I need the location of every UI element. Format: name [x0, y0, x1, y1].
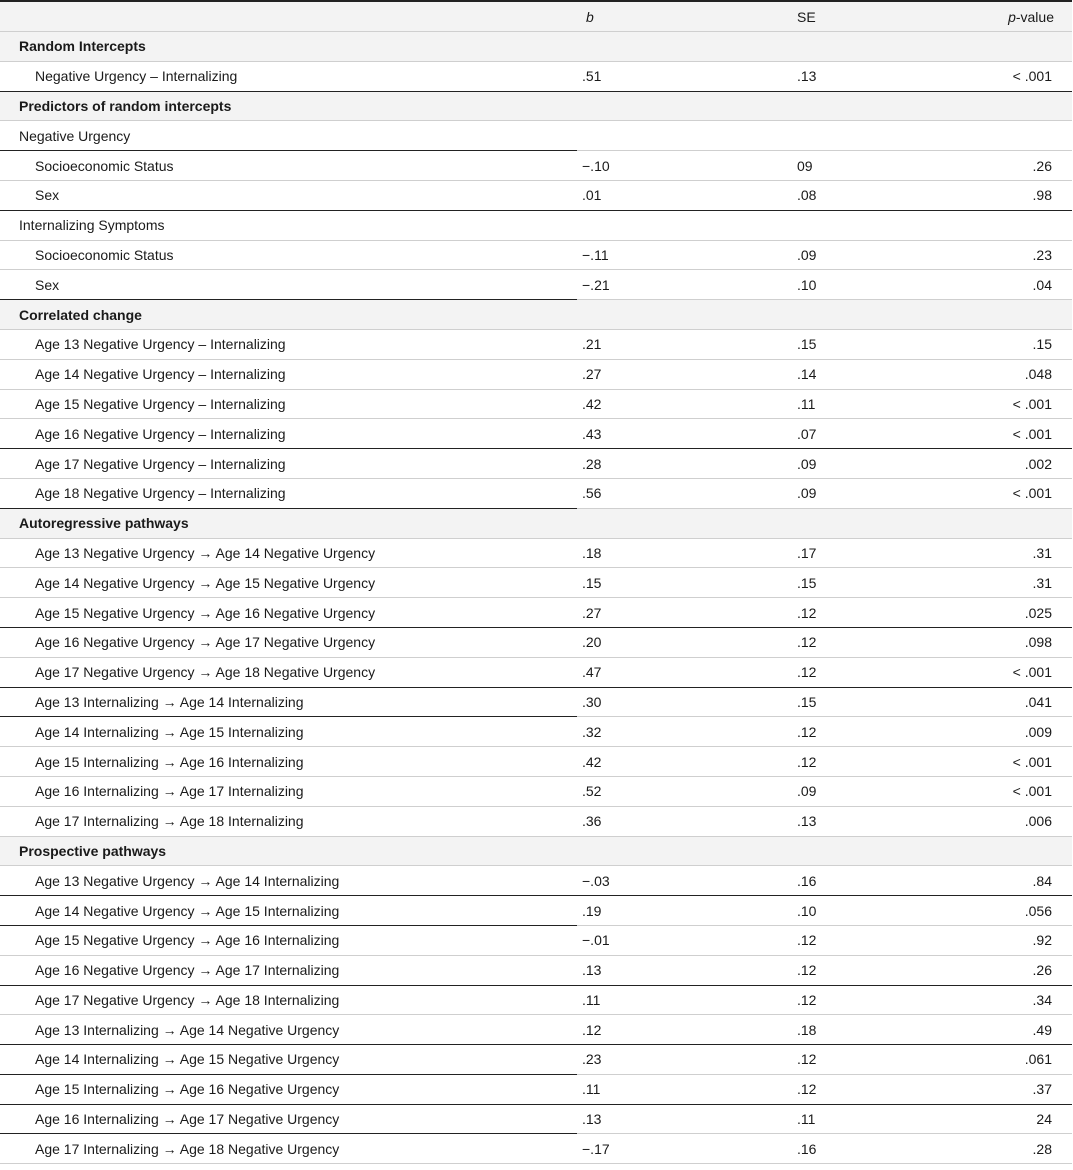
row-label: Age 16 Negative Urgency → Age 17 Negative Urgency — [35, 634, 376, 651]
row-label: Age 14 Internalizing → Age 15 Internalizing — [35, 723, 304, 740]
row-label: Age 18 Negative Urgency – Internalizing — [35, 485, 286, 502]
section-heading-row — [0, 92, 1072, 122]
cell-p-value: .31 — [1032, 544, 1052, 561]
table-row — [0, 390, 1072, 420]
cell-b: .01 — [582, 187, 602, 204]
header-b: b — [586, 8, 594, 25]
cell-se: .16 — [797, 1140, 817, 1157]
cell-p-value: .061 — [1024, 1051, 1052, 1068]
header-p-suffix: -value — [1015, 8, 1054, 25]
row-label: Age 17 Negative Urgency → Age 18 Internalizing — [35, 991, 340, 1008]
row-label: Socioeconomic Status — [35, 246, 174, 263]
table-row — [0, 1134, 1072, 1164]
cell-p-value: .048 — [1024, 366, 1052, 383]
cell-b: .11 — [582, 1081, 601, 1098]
table-row — [0, 688, 1072, 718]
cell-b: −.17 — [582, 1140, 610, 1157]
cell-se: .08 — [797, 187, 817, 204]
table-row — [0, 658, 1072, 688]
table-row — [0, 1075, 1072, 1105]
row-label: Age 16 Internalizing → Age 17 Internalizing — [35, 783, 304, 800]
cell-p-value: .009 — [1024, 723, 1052, 740]
row-label: Sex — [35, 276, 60, 293]
cell-se: .14 — [797, 366, 817, 383]
section-heading-row — [0, 32, 1072, 62]
row-label: Correlated change — [19, 306, 142, 323]
table-row — [0, 1045, 1072, 1075]
cell-b: .23 — [582, 1051, 602, 1068]
cell-p-value: .92 — [1032, 932, 1052, 949]
cell-b: .15 — [582, 574, 602, 591]
cell-se: .12 — [797, 604, 817, 621]
row-label: Age 15 Negative Urgency – Internalizing — [35, 395, 286, 412]
cell-b: .42 — [582, 395, 602, 412]
table-row — [0, 896, 1072, 926]
cell-p-value: .002 — [1024, 455, 1052, 472]
row-label: Age 17 Negative Urgency → Age 18 Negative Urgency — [35, 664, 376, 681]
cell-se: .10 — [797, 276, 817, 293]
row-label: Random Intercepts — [19, 38, 146, 55]
row-label: Negative Urgency – Internalizing — [35, 68, 238, 85]
cell-b: .52 — [582, 783, 602, 800]
table-header — [0, 2, 1072, 32]
cell-se: .09 — [797, 455, 817, 472]
cell-p-value: .098 — [1024, 634, 1052, 651]
cell-se: .12 — [797, 962, 817, 979]
row-label: Age 15 Negative Urgency → Age 16 Negative Urgency — [35, 604, 376, 621]
cell-b: −.01 — [582, 932, 610, 949]
cell-p-value: .34 — [1032, 991, 1052, 1008]
cell-p-value: .26 — [1032, 962, 1052, 979]
cell-se: .07 — [797, 425, 817, 442]
cell-p-value: < .001 — [1012, 395, 1052, 412]
cell-b: .32 — [582, 723, 602, 740]
row-label: Age 13 Negative Urgency → Age 14 Negative Urgency — [35, 544, 376, 561]
row-label: Age 17 Internalizing → Age 18 Internalizing — [35, 813, 304, 830]
cell-p-value: < .001 — [1012, 68, 1052, 85]
cell-se: 09 — [797, 157, 813, 174]
cell-se: .11 — [797, 395, 816, 412]
table-row — [0, 479, 1072, 509]
cell-b: .43 — [582, 425, 602, 442]
table-row — [0, 598, 1072, 628]
subsection-heading-row — [0, 121, 1072, 151]
table-row — [0, 956, 1072, 986]
table-row — [0, 62, 1072, 92]
cell-se: .18 — [797, 1021, 817, 1038]
cell-b: .56 — [582, 485, 602, 502]
cell-se: .12 — [797, 664, 817, 681]
table-row — [0, 986, 1072, 1016]
cell-se: .12 — [797, 723, 817, 740]
cell-p-value: .49 — [1032, 1021, 1052, 1038]
header-p-italic: p — [1008, 8, 1016, 25]
row-label: Socioeconomic Status — [35, 157, 174, 174]
row-label: Sex — [35, 187, 60, 204]
header-se: SE — [797, 8, 816, 25]
row-label: Predictors of random intercepts — [19, 97, 232, 114]
table-row — [0, 330, 1072, 360]
table-row — [0, 419, 1072, 449]
table-row — [0, 1015, 1072, 1045]
row-label: Internalizing Symptoms — [19, 217, 165, 234]
table-row — [0, 539, 1072, 569]
cell-p-value: .31 — [1032, 574, 1052, 591]
row-label: Age 14 Internalizing → Age 15 Negative Urgency — [35, 1051, 340, 1068]
table-row — [0, 241, 1072, 271]
row-label: Age 14 Negative Urgency – Internalizing — [35, 366, 286, 383]
row-label: Age 13 Internalizing → Age 14 Negative Urgency — [35, 1021, 340, 1038]
section-heading-row — [0, 509, 1072, 539]
section-heading-row — [0, 837, 1072, 867]
cell-p-value: .025 — [1024, 604, 1052, 621]
cell-se: .09 — [797, 783, 817, 800]
cell-b: .47 — [582, 664, 602, 681]
cell-p-value: .37 — [1032, 1081, 1052, 1098]
row-label: Autoregressive pathways — [19, 515, 189, 532]
section-heading-row — [0, 300, 1072, 330]
cell-b: .18 — [582, 544, 602, 561]
cell-se: .10 — [797, 902, 817, 919]
cell-p-value: .041 — [1024, 693, 1052, 710]
cell-p-value: 24 — [1036, 1111, 1052, 1128]
cell-p-value: < .001 — [1012, 425, 1052, 442]
cell-p-value: .04 — [1032, 276, 1052, 293]
cell-b: .27 — [582, 366, 602, 383]
row-label: Age 16 Internalizing → Age 17 Negative Urgency — [35, 1111, 340, 1128]
cell-b: −.10 — [582, 157, 610, 174]
subsection-heading-row — [0, 211, 1072, 241]
table-row — [0, 270, 1072, 300]
cell-se: .12 — [797, 991, 817, 1008]
row-label: Negative Urgency — [19, 127, 131, 144]
cell-se: .12 — [797, 753, 817, 770]
row-label: Age 15 Negative Urgency → Age 16 Internalizing — [35, 932, 340, 949]
table-row — [0, 181, 1072, 211]
cell-se: .12 — [797, 1051, 817, 1068]
row-label: Age 16 Negative Urgency – Internalizing — [35, 425, 286, 442]
cell-se: .16 — [797, 872, 817, 889]
cell-p-value: .15 — [1032, 336, 1052, 353]
table-row — [0, 807, 1072, 837]
cell-p-value: < .001 — [1012, 664, 1052, 681]
row-label: Age 13 Negative Urgency – Internalizing — [35, 336, 286, 353]
cell-se: .09 — [797, 485, 817, 502]
cell-se: .09 — [797, 246, 817, 263]
cell-se: .12 — [797, 1081, 817, 1098]
cell-se: .13 — [797, 68, 817, 85]
cell-se: .12 — [797, 932, 817, 949]
header-p-value — [1008, 9, 1054, 25]
table-row — [0, 747, 1072, 777]
cell-b: .27 — [582, 604, 602, 621]
cell-b: .13 — [582, 1111, 602, 1128]
cell-p-value: .98 — [1032, 187, 1052, 204]
cell-se: .12 — [797, 634, 817, 651]
table-row — [0, 151, 1072, 181]
cell-p-value: .28 — [1032, 1140, 1052, 1157]
cell-p-value: .84 — [1032, 872, 1052, 889]
cell-b: .30 — [582, 693, 602, 710]
table-row — [0, 360, 1072, 390]
row-label: Age 14 Negative Urgency → Age 15 Negative Urgency — [35, 574, 376, 591]
row-label: Prospective pathways — [19, 842, 167, 859]
table-row — [0, 449, 1072, 479]
row-label: Age 16 Negative Urgency → Age 17 Internalizing — [35, 962, 340, 979]
cell-b: .42 — [582, 753, 602, 770]
cell-se: .15 — [797, 336, 817, 353]
cell-b: .19 — [582, 902, 602, 919]
table-row — [0, 717, 1072, 747]
cell-p-value: .056 — [1024, 902, 1052, 919]
row-label: Age 15 Internalizing → Age 16 Internalizing — [35, 753, 304, 770]
row-label: Age 14 Negative Urgency → Age 15 Internalizing — [35, 902, 340, 919]
cell-p-value: < .001 — [1012, 783, 1052, 800]
cell-se: .17 — [797, 544, 817, 561]
table-body — [0, 32, 1072, 1164]
cell-p-value: .23 — [1032, 246, 1052, 263]
cell-p-value: .26 — [1032, 157, 1052, 174]
table-row — [0, 628, 1072, 658]
cell-b: .28 — [582, 455, 602, 472]
cell-b: .11 — [582, 991, 601, 1008]
cell-b: −.03 — [582, 872, 610, 889]
row-label: Age 13 Negative Urgency → Age 14 Internalizing — [35, 872, 340, 889]
table-row — [0, 568, 1072, 598]
table-row — [0, 866, 1072, 896]
cell-se: .15 — [797, 693, 817, 710]
cell-p-value: < .001 — [1012, 753, 1052, 770]
row-label: Age 15 Internalizing → Age 16 Negative Urgency — [35, 1081, 340, 1098]
row-label: Age 17 Internalizing → Age 18 Negative Urgency — [35, 1140, 340, 1157]
table-row — [0, 926, 1072, 956]
cell-b: −.21 — [582, 276, 610, 293]
table-row — [0, 777, 1072, 807]
cell-p-value: .006 — [1024, 813, 1052, 830]
row-label: Age 17 Negative Urgency – Internalizing — [35, 455, 286, 472]
cell-se: .11 — [797, 1111, 816, 1128]
cell-se: .13 — [797, 813, 817, 830]
cell-b: −.11 — [582, 246, 609, 263]
table-row — [0, 1105, 1072, 1135]
cell-b: .12 — [582, 1021, 602, 1038]
cell-b: .20 — [582, 634, 602, 651]
cell-p-value: < .001 — [1012, 485, 1052, 502]
cell-b: .51 — [582, 68, 602, 85]
cell-se: .15 — [797, 574, 817, 591]
cell-b: .21 — [582, 336, 602, 353]
row-label: Age 13 Internalizing → Age 14 Internalizing — [35, 693, 304, 710]
cell-b: .13 — [582, 962, 602, 979]
cell-b: .36 — [582, 813, 602, 830]
